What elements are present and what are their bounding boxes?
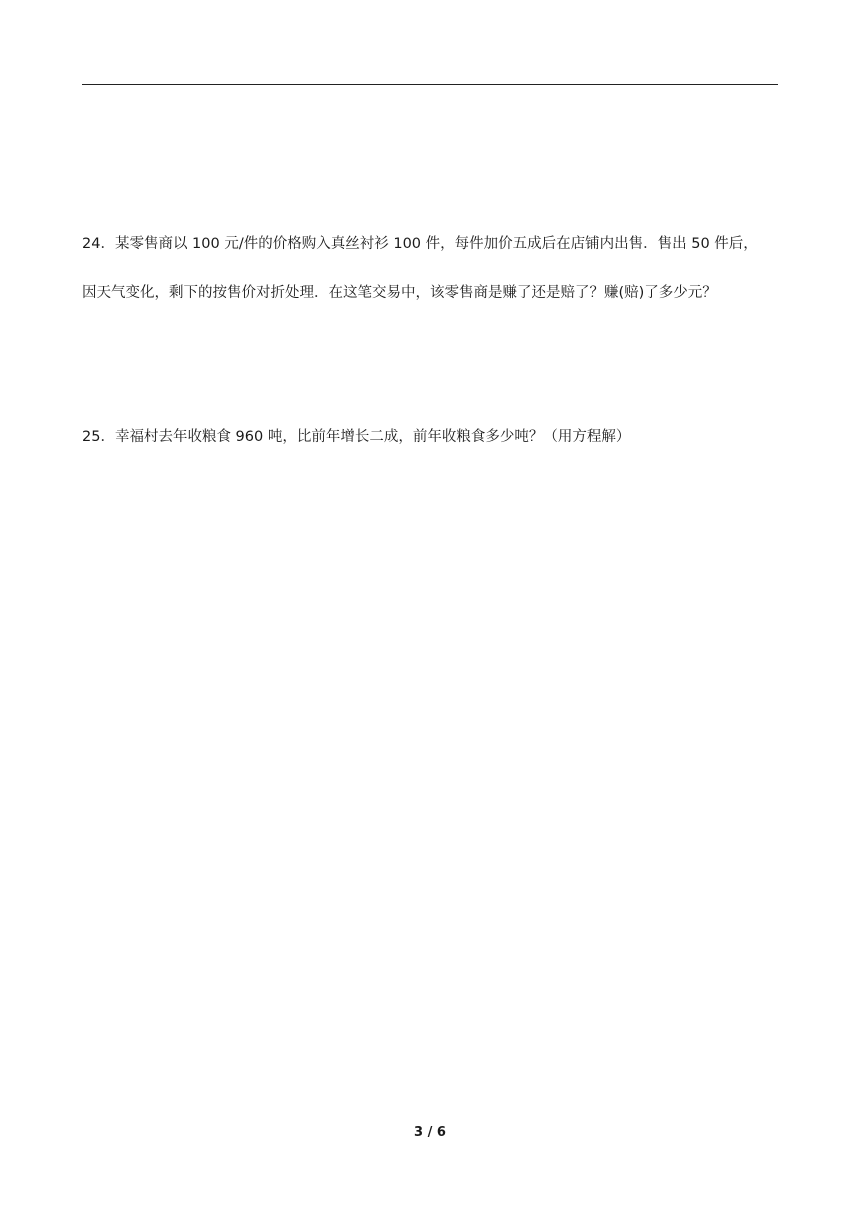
question-24-line-2: 因天气变化，剩下的按售价对折处理．在这笔交易中，该零售商是赚了还是赔了？赚(赔)了多少元？ — [82, 285, 717, 301]
question-25-line-1: 25．幸福村去年收粮食 960 吨，比前年增长二成，前年收粮食多少吨？（用方程解） — [82, 429, 631, 445]
question-24-line-1: 24．某零售商以 100 元/件的价格购入真丝衬衫 100 件，每件加价五成后在店铺内出售．售出 50 件后， — [82, 236, 758, 252]
header-rule — [82, 84, 778, 85]
page-number: 3 / 6 — [414, 1125, 446, 1140]
